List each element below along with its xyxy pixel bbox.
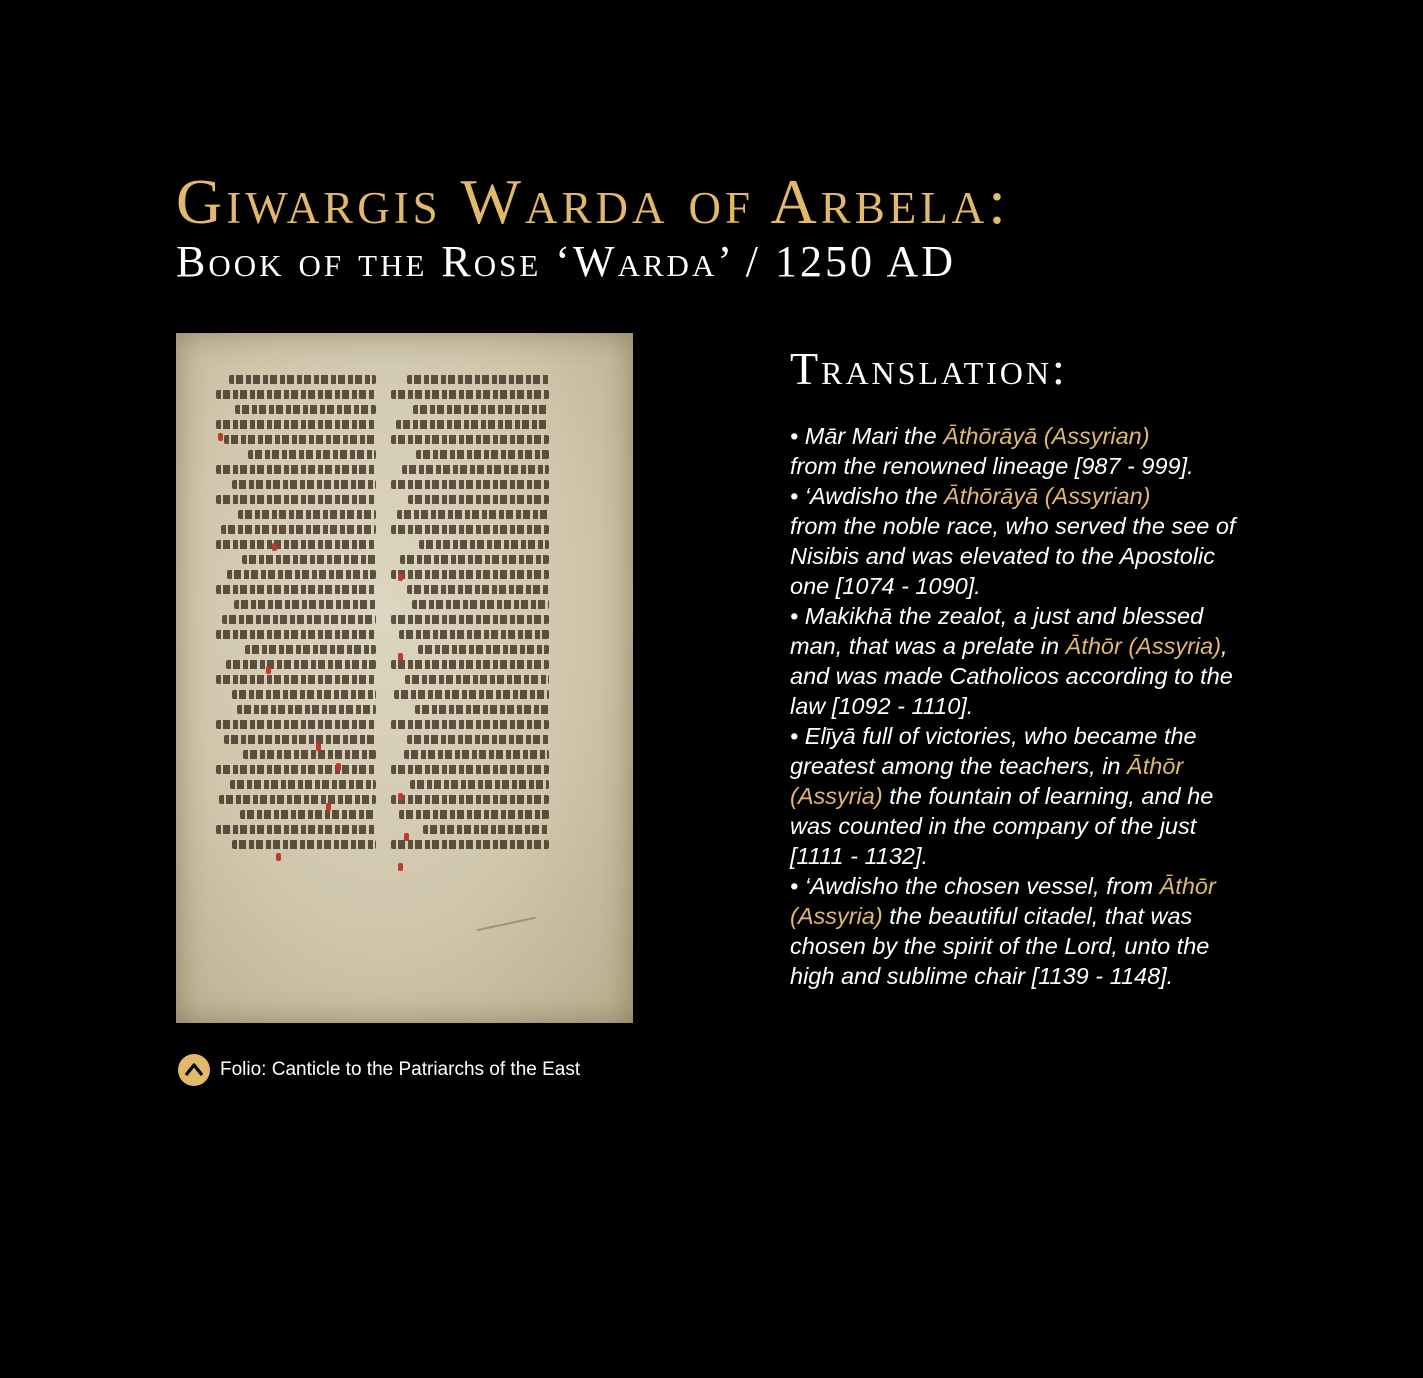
highlight-term: Āthōr (Assyria) <box>790 873 1216 929</box>
script-line <box>394 690 549 699</box>
script-line <box>216 675 376 684</box>
script-line <box>408 495 549 504</box>
script-line <box>404 750 549 759</box>
script-line <box>216 390 376 399</box>
translation-text <box>790 421 1240 991</box>
rubric-mark <box>272 543 277 551</box>
script-line <box>216 585 376 594</box>
script-line <box>221 525 376 534</box>
rubric-mark <box>398 793 403 801</box>
rubric-mark <box>404 833 409 841</box>
script-line <box>222 615 376 624</box>
translation-entry <box>790 601 1240 721</box>
script-line <box>234 600 376 609</box>
script-line <box>391 525 549 534</box>
script-line <box>407 375 549 384</box>
script-line <box>224 435 376 444</box>
translation-entry <box>790 421 1240 481</box>
translation-entry <box>790 871 1240 991</box>
script-line <box>418 645 549 654</box>
script-line <box>216 540 376 549</box>
folio-right-column <box>391 375 549 849</box>
title-block <box>176 166 1276 286</box>
script-line <box>397 510 549 519</box>
script-line <box>391 660 549 669</box>
chevron-up-icon <box>178 1054 210 1086</box>
page-title: Giwargis Warda of Arbela: <box>176 166 1010 237</box>
rubric-mark <box>398 863 403 871</box>
page-subtitle: Book of the Rose ‘Warda’ / 1250 AD <box>176 237 957 286</box>
script-line <box>407 585 549 594</box>
folio-left-column <box>216 375 376 849</box>
script-line <box>240 810 376 819</box>
script-line <box>412 600 549 609</box>
script-line <box>407 735 549 744</box>
script-line <box>413 405 549 414</box>
script-line <box>226 660 376 669</box>
rubric-mark <box>316 743 321 751</box>
script-line <box>232 840 376 849</box>
script-line <box>224 735 376 744</box>
bullet: • <box>790 723 805 749</box>
entry-text: Elīyā full of victories, who became the greatest among the teachers, in <box>790 723 1197 779</box>
script-line <box>396 420 549 429</box>
bullet: • <box>790 873 805 899</box>
bullet: • <box>790 423 805 449</box>
script-line <box>391 615 549 624</box>
rubric-mark <box>398 573 403 581</box>
script-line <box>391 795 549 804</box>
entry-text: ‘Awdisho the chosen vessel, from <box>804 873 1160 899</box>
entry-text: from the noble race, who served the see of Nisibis and was elevated to the Apostolic one [1074 - 1090]. <box>790 513 1236 599</box>
script-line <box>237 705 376 714</box>
entry-text: Mār Mari the <box>804 423 944 449</box>
bullet: • <box>790 483 805 509</box>
script-line <box>391 765 549 774</box>
script-line <box>229 375 376 384</box>
script-line <box>216 720 376 729</box>
folio-crease <box>476 917 535 931</box>
script-line <box>235 405 376 414</box>
rubric-mark <box>276 853 281 861</box>
script-line <box>232 690 376 699</box>
script-line <box>391 840 549 849</box>
script-line <box>216 495 376 504</box>
script-line <box>410 780 549 789</box>
highlight-term: Āthōr (Assyria) <box>790 753 1184 809</box>
script-line <box>238 510 376 519</box>
script-line <box>391 570 549 579</box>
translation-entry <box>790 721 1240 871</box>
script-line <box>243 750 376 759</box>
script-line <box>248 450 376 459</box>
script-line <box>232 480 376 489</box>
script-line <box>216 420 376 429</box>
rubric-mark <box>336 763 341 771</box>
highlight-term: Āthōrāyā (Assyrian) <box>943 423 1150 449</box>
script-line <box>242 555 376 564</box>
script-line <box>400 555 549 564</box>
script-line <box>245 645 376 654</box>
script-line <box>402 465 549 474</box>
script-line <box>216 630 376 639</box>
script-line <box>230 780 376 789</box>
script-line <box>219 795 376 804</box>
translation-heading: Translation: <box>790 343 1068 394</box>
script-line <box>391 390 549 399</box>
highlight-term: Āthōrāyā (Assyrian) <box>944 483 1151 509</box>
entry-text: the fountain of learning, and he was counted in the company of the just [1111 - 1132]. <box>790 783 1214 869</box>
figure-caption <box>178 1054 580 1086</box>
rubric-mark <box>218 433 223 441</box>
script-line <box>419 540 549 549</box>
entry-text: Makikhā the zealot, a just and blessed man, that was a prelate in <box>790 603 1204 659</box>
translation-entry <box>790 481 1240 601</box>
script-line <box>391 480 549 489</box>
script-line <box>405 675 549 684</box>
entry-text: the beautiful citadel, that was chosen by the spirit of the Lord, unto the high and sublime chair [1139 - 1148]. <box>790 903 1210 989</box>
highlight-term: Āthōr (Assyria) <box>1065 633 1222 659</box>
rubric-mark <box>266 666 271 674</box>
script-line <box>391 435 549 444</box>
bullet: • <box>790 603 805 629</box>
script-line <box>399 810 549 819</box>
script-line <box>216 765 376 774</box>
script-line <box>227 570 376 579</box>
entry-text: , and was made Catholicos according to the law [1092 - 1110]. <box>790 633 1233 719</box>
script-line <box>399 630 549 639</box>
script-line <box>415 705 549 714</box>
caption-text: Folio: Canticle to the Patriarchs of the East <box>220 1059 581 1080</box>
script-line <box>216 825 376 834</box>
entry-text: from the renowned lineage [987 - 999]. <box>790 453 1194 479</box>
manuscript-folio-image <box>176 333 633 1023</box>
rubric-mark <box>398 653 403 661</box>
entry-text: ‘Awdisho the <box>804 483 945 509</box>
script-line <box>216 465 376 474</box>
script-line <box>423 825 549 834</box>
rubric-mark <box>326 803 331 811</box>
script-line <box>416 450 549 459</box>
script-line <box>391 720 549 729</box>
